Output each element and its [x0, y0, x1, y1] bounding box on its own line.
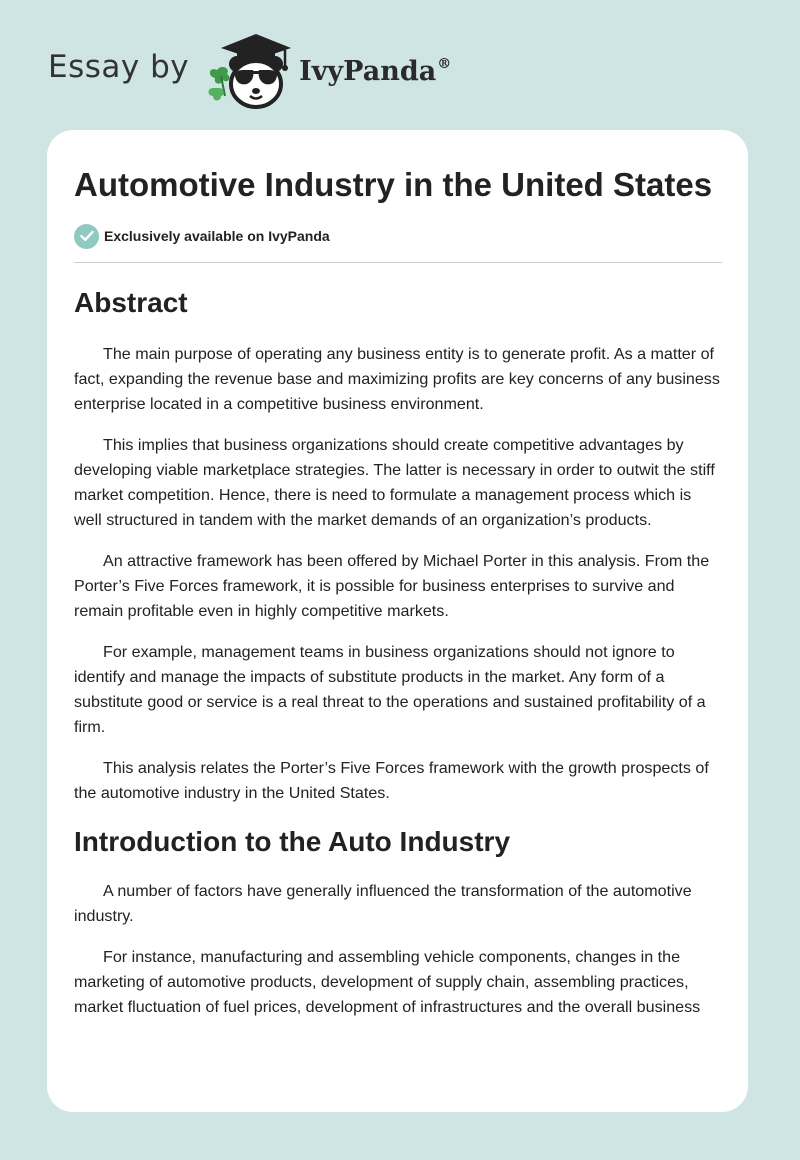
section-heading: Abstract: [74, 287, 188, 318]
section-body: [74, 342, 722, 806]
section-body: [74, 879, 722, 1020]
section-heading: Introduction to the Auto Industry: [74, 826, 511, 857]
exclusive-label: Exclusively available on IvyPanda: [104, 228, 330, 244]
section-abstract: [74, 286, 722, 806]
paragraph: The main purpose of operating any business entity is to generate profit. As a matter of fact, expanding the revenue base and maximizing profits are key concerns of any business enterprise located in a competitive business environment.: [74, 345, 720, 413]
registered-mark: ®: [437, 55, 452, 72]
paragraph: For example, management teams in business organizations should not ignore to identify and manage the impacts of substitute products in the market. Any form of a substitute good or service is a real threat to the operations and sustained profitability of a firm.: [74, 643, 706, 736]
check-circle-icon: [74, 224, 99, 249]
section-introduction: [74, 825, 722, 1020]
panda-graduate-logo-icon[interactable]: [203, 30, 295, 110]
title-divider: [74, 262, 722, 263]
paragraph: An attractive framework has been offered by Michael Porter in this analysis. From the Porter’s Five Forces framework, it is possible for business enterprises to survive and remain profitable even in highly competitive markets.: [74, 552, 710, 620]
essay-by-label: Essay by: [48, 49, 190, 85]
paragraph: For instance, manufacturing and assembling vehicle components, changes in the marketing of automotive products, development of supply chain, assembling practices, market fluctuation of fuel prices, development of infrastructures and the overall business: [74, 948, 701, 1016]
paragraph: This implies that business organizations should create competitive advantages by developing viable marketplace strategies. The latter is necessary in order to outwit the stiff market competition. Hence, there is need to formulate a management process which is well structured in tandem with the market demands of an organization’s products.: [74, 436, 715, 529]
exclusive-badge: [74, 222, 722, 250]
essay-title: Automotive Industry in the United States: [74, 166, 713, 203]
brand-text: IvyPanda: [299, 55, 437, 87]
essay-card: [47, 130, 748, 1112]
paragraph: A number of factors have generally influenced the transformation of the automotive industry.: [74, 882, 692, 925]
paragraph: This analysis relates the Porter’s Five Forces framework with the growth prospects of the automotive industry in the United States.: [74, 759, 709, 802]
brand-name[interactable]: [299, 56, 451, 87]
site-header: [48, 30, 451, 110]
